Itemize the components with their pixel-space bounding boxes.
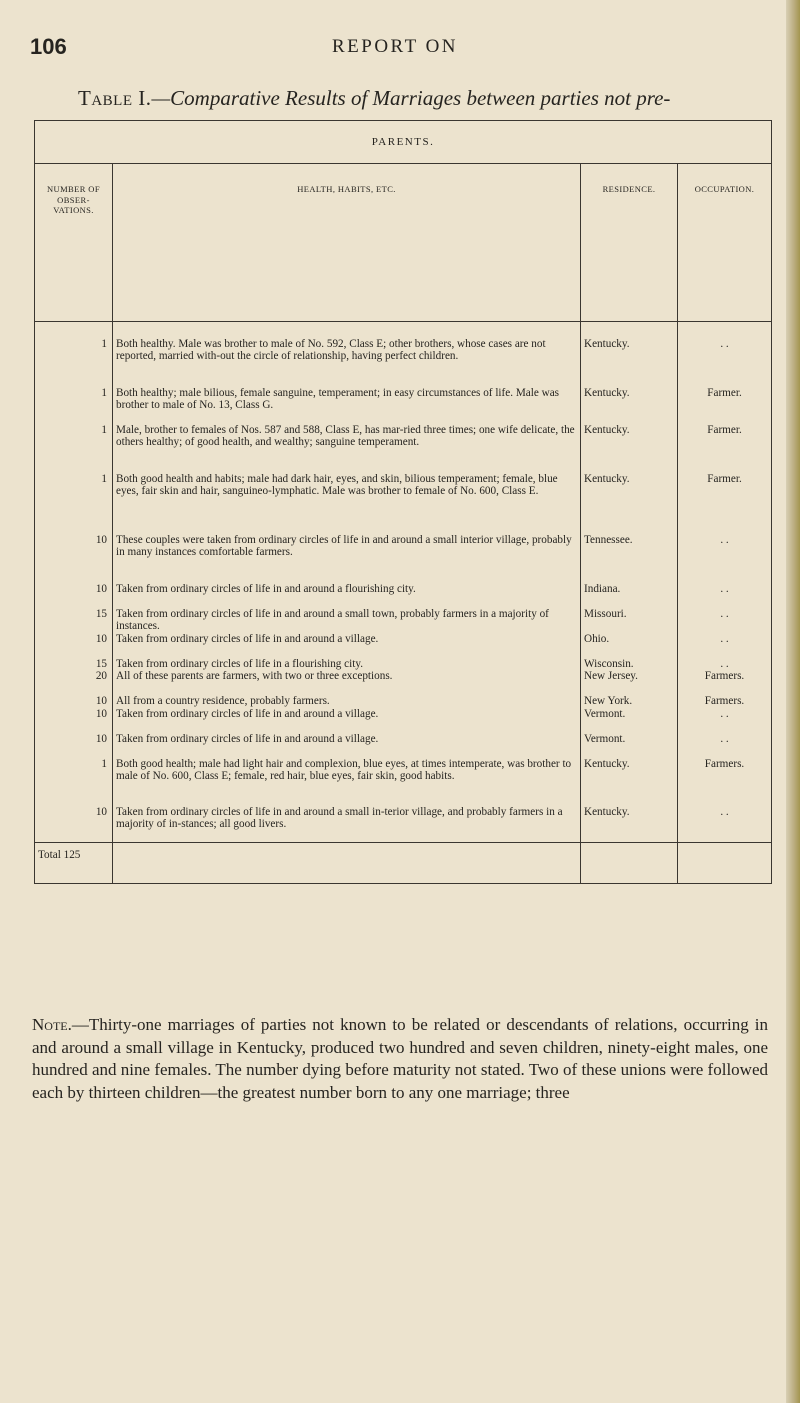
- residence-cell: Kentucky.: [581, 387, 678, 424]
- table-row: [35, 473, 772, 534]
- table-row: [35, 658, 772, 670]
- table-row: [35, 733, 772, 758]
- column-header-occupation: OCCUPATION.: [678, 164, 772, 322]
- parents-group-header: PARENTS.: [35, 121, 772, 164]
- health-cell: Taken from ordinary circles of life in a flourishing city.: [113, 658, 581, 670]
- residence-cell: Kentucky.: [581, 473, 678, 534]
- number-cell: 1: [35, 322, 113, 388]
- number-cell: 10: [35, 633, 113, 658]
- running-head: REPORT ON: [331, 36, 459, 57]
- total-label: Total 125: [35, 842, 113, 883]
- number-cell: 1: [35, 387, 113, 424]
- table-row: [35, 708, 772, 733]
- residence-cell: Vermont.: [581, 708, 678, 733]
- table-row: [35, 806, 772, 843]
- table-row: [35, 670, 772, 695]
- residence-cell: Kentucky.: [581, 758, 678, 806]
- page-number: 106: [30, 34, 67, 59]
- occupation-cell: . .: [678, 708, 772, 733]
- table-row: [35, 758, 772, 806]
- number-cell: 20: [35, 670, 113, 695]
- health-cell: Both healthy. Male was brother to male of No. 592, Class E; other brothers, whose cases are not reported, married with-out the circle of relationship, having perfect children.: [113, 322, 581, 388]
- table-row: [35, 633, 772, 658]
- health-cell: Both healthy; male bilious, female sanguine, temperament; in easy circumstances of life. Male was brother to male of No. 13, Class G.: [113, 387, 581, 424]
- total-empty-cell: [678, 842, 772, 883]
- number-cell: 10: [35, 534, 113, 583]
- number-cell: 15: [35, 608, 113, 633]
- occupation-cell: Farmers.: [678, 695, 772, 707]
- residence-cell: New Jersey.: [581, 670, 678, 695]
- residence-cell: Missouri.: [581, 608, 678, 633]
- occupation-cell: . .: [678, 608, 772, 633]
- table-row: [35, 322, 772, 388]
- occupation-cell: . .: [678, 633, 772, 658]
- health-cell: Both good health; male had light hair and complexion, blue eyes, at times intemperate, was brother to male of No. 600, Class E; female, red hair, blue eyes, fair skin, good habits.: [113, 758, 581, 806]
- number-cell: 10: [35, 733, 113, 758]
- column-header-residence: RESIDENCE.: [581, 164, 678, 322]
- note-paragraph: [32, 1014, 768, 1104]
- number-cell: 1: [35, 758, 113, 806]
- health-cell: All from a country residence, probably farmers.: [113, 695, 581, 707]
- number-cell: 10: [35, 695, 113, 707]
- column-header-number: NUMBER OF OBSER- VATIONS.: [35, 164, 113, 322]
- column-header-health: HEALTH, HABITS, ETC.: [113, 164, 581, 322]
- number-cell: 10: [35, 708, 113, 733]
- occupation-cell: . .: [678, 733, 772, 758]
- health-cell: Taken from ordinary circles of life in and around a village.: [113, 733, 581, 758]
- occupation-cell: Farmers.: [678, 758, 772, 806]
- occupation-cell: Farmer.: [678, 387, 772, 424]
- residence-cell: Kentucky.: [581, 424, 678, 473]
- number-cell: 10: [35, 583, 113, 608]
- occupation-cell: . .: [678, 806, 772, 843]
- health-cell: Taken from ordinary circles of life in and around a village.: [113, 633, 581, 658]
- residence-cell: Indiana.: [581, 583, 678, 608]
- health-cell: All of these parents are farmers, with two or three exceptions.: [113, 670, 581, 695]
- page-header: [30, 34, 760, 64]
- page-edge-shadow: [786, 0, 800, 1403]
- residence-cell: Kentucky.: [581, 322, 678, 388]
- occupation-cell: . .: [678, 534, 772, 583]
- health-cell: Male, brother to females of Nos. 587 and 588, Class E, has mar-ried three times; one wife delicate, the others healthy; of good health, and wealthy; sanguine temperament.: [113, 424, 581, 473]
- health-cell: Taken from ordinary circles of life in and around a small in-terior village, and probably farmers in a majority of in-stances; all good livers.: [113, 806, 581, 843]
- marriage-results-table: [34, 120, 772, 884]
- residence-cell: Wisconsin.: [581, 658, 678, 670]
- table-row: [35, 387, 772, 424]
- health-cell: Taken from ordinary circles of life in and around a small town, probably farmers in a majority of instances.: [113, 608, 581, 633]
- residence-cell: Vermont.: [581, 733, 678, 758]
- table-row: [35, 534, 772, 583]
- number-cell: 1: [35, 473, 113, 534]
- table-row: [35, 424, 772, 473]
- occupation-cell: Farmer.: [678, 473, 772, 534]
- note-text: —Thirty-one marriages of parties not known to be related or descendants of relations, occurring in and around a small village in Kentucky, produced two hundred and seven children, ninety-eight males, one hundred and nine females. The number dying before maturity not stated. Two of these unions were followed each by thirteen children—the greatest number born to any one marriage; three: [32, 1015, 768, 1102]
- table-row: [35, 583, 772, 608]
- residence-cell: New York.: [581, 695, 678, 707]
- table-row: [35, 695, 772, 707]
- residence-cell: Tennessee.: [581, 534, 678, 583]
- occupation-cell: Farmer.: [678, 424, 772, 473]
- number-cell: 15: [35, 658, 113, 670]
- occupation-cell: . .: [678, 583, 772, 608]
- health-cell: Taken from ordinary circles of life in and around a flourishing city.: [113, 583, 581, 608]
- health-cell: Both good health and habits; male had dark hair, eyes, and skin, bilious temperament; female, blue eyes, fair skin and hair, sanguineo-lymphatic. Male was brother to female of No. 600, Class E.: [113, 473, 581, 534]
- occupation-cell: Farmers.: [678, 670, 772, 695]
- health-cell: Taken from ordinary circles of life in and around a village.: [113, 708, 581, 733]
- residence-cell: Ohio.: [581, 633, 678, 658]
- health-cell: These couples were taken from ordinary circles of life in and around a small interior village, probably in many instances comfortable farmers.: [113, 534, 581, 583]
- occupation-cell: . .: [678, 322, 772, 388]
- total-empty-cell: [581, 842, 678, 883]
- number-cell: 10: [35, 806, 113, 843]
- residence-cell: Kentucky.: [581, 806, 678, 843]
- total-row: [35, 842, 772, 883]
- number-cell: 1: [35, 424, 113, 473]
- table-row: [35, 608, 772, 633]
- total-empty-cell: [113, 842, 581, 883]
- table-title-text: —Comparative Results of Marriages between parties not pre-: [151, 86, 671, 110]
- table-body: [35, 322, 772, 884]
- table-title-label: Table I.: [78, 86, 152, 110]
- table-title: [78, 86, 778, 111]
- note-label: Note.: [32, 1015, 72, 1034]
- occupation-cell: . .: [678, 658, 772, 670]
